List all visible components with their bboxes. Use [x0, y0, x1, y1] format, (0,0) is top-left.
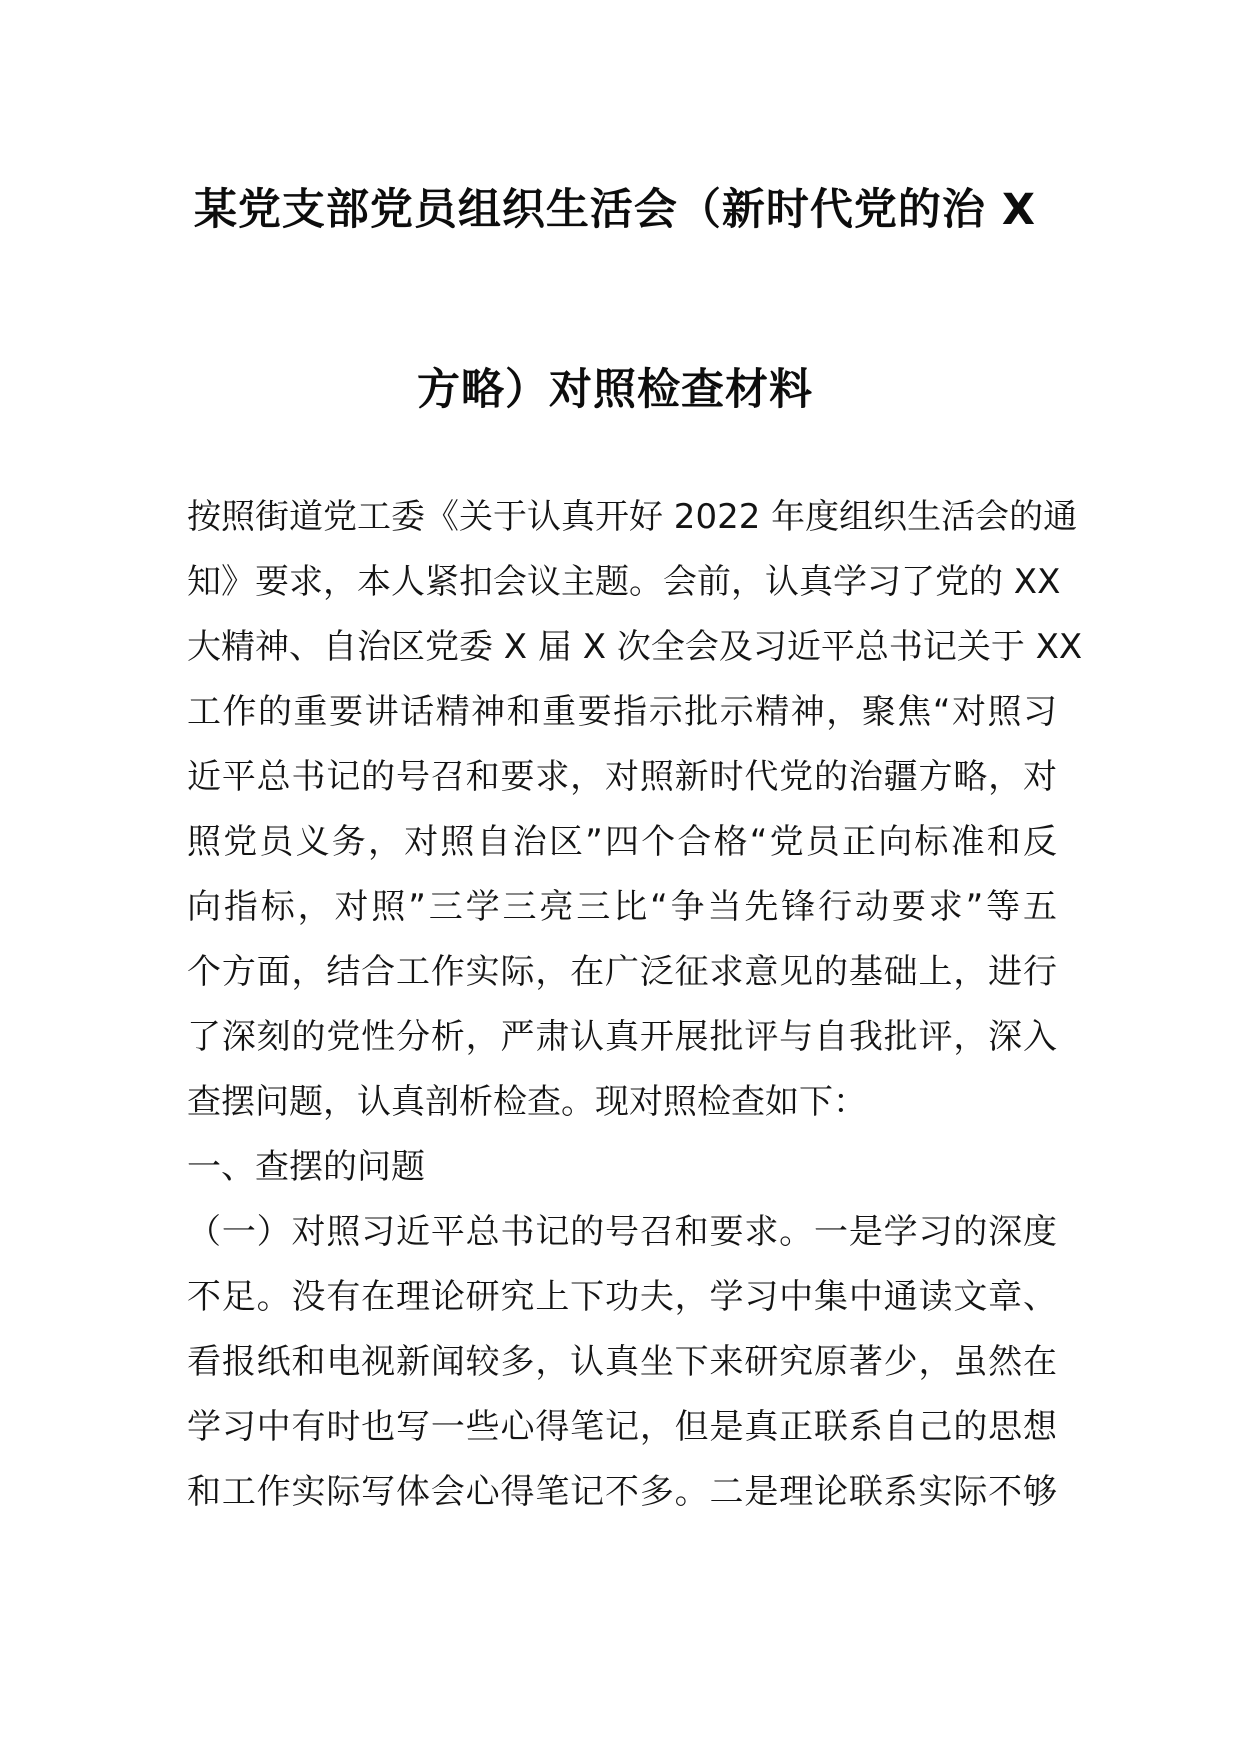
- document-title-line-1: 某党支部党员组织生活会（新时代党的治 X: [193, 185, 1037, 235]
- section-heading: 一、查摆的问题: [187, 1147, 425, 1187]
- body-line: 和工作实际写体会心得笔记不多。二是理论联系实际不够: [187, 1472, 1057, 1512]
- body-line: 了深刻的党性分析，严肃认真开展批评与自我批评，深入: [187, 1017, 1057, 1057]
- body-line: 不足。没有在理论研究上下功夫，学习中集中通读文章、: [187, 1277, 1057, 1317]
- document-body: [187, 485, 1083, 1525]
- body-line: 照党员义务，对照自治区”四个合格“党员正向标准和反: [187, 822, 1057, 862]
- body-line: 近平总书记的号召和要求，对照新时代党的治疆方略，对: [187, 757, 1057, 797]
- body-line: 大精神、自治区党委 X 届 X 次全会及习近平总书记关于 XX: [187, 627, 1083, 667]
- document-title-line-2: 方略）对照检查材料: [417, 365, 813, 415]
- body-line: （一）对照习近平总书记的号召和要求。一是学习的深度: [187, 1212, 1057, 1252]
- body-line: 查摆问题，认真剖析检查。现对照检查如下：: [187, 1082, 867, 1122]
- body-line: 知》要求，本人紧扣会议主题。会前，认真学习了党的 XX: [187, 562, 1061, 602]
- body-line: 看报纸和电视新闻较多，认真坐下来研究原著少，虽然在: [187, 1342, 1057, 1382]
- body-line: 向指标，对照”三学三亮三比“争当先锋行动要求”等五: [187, 887, 1057, 927]
- body-line: 按照街道党工委《关于认真开好 2022 年度组织生活会的通: [187, 497, 1078, 537]
- body-line: 学习中有时也写一些心得笔记，但是真正联系自己的思想: [187, 1407, 1057, 1447]
- body-line: 个方面，结合工作实际，在广泛征求意见的基础上，进行: [187, 952, 1057, 992]
- body-line: 工作的重要讲话精神和重要指示批示精神，聚焦“对照习: [187, 692, 1057, 732]
